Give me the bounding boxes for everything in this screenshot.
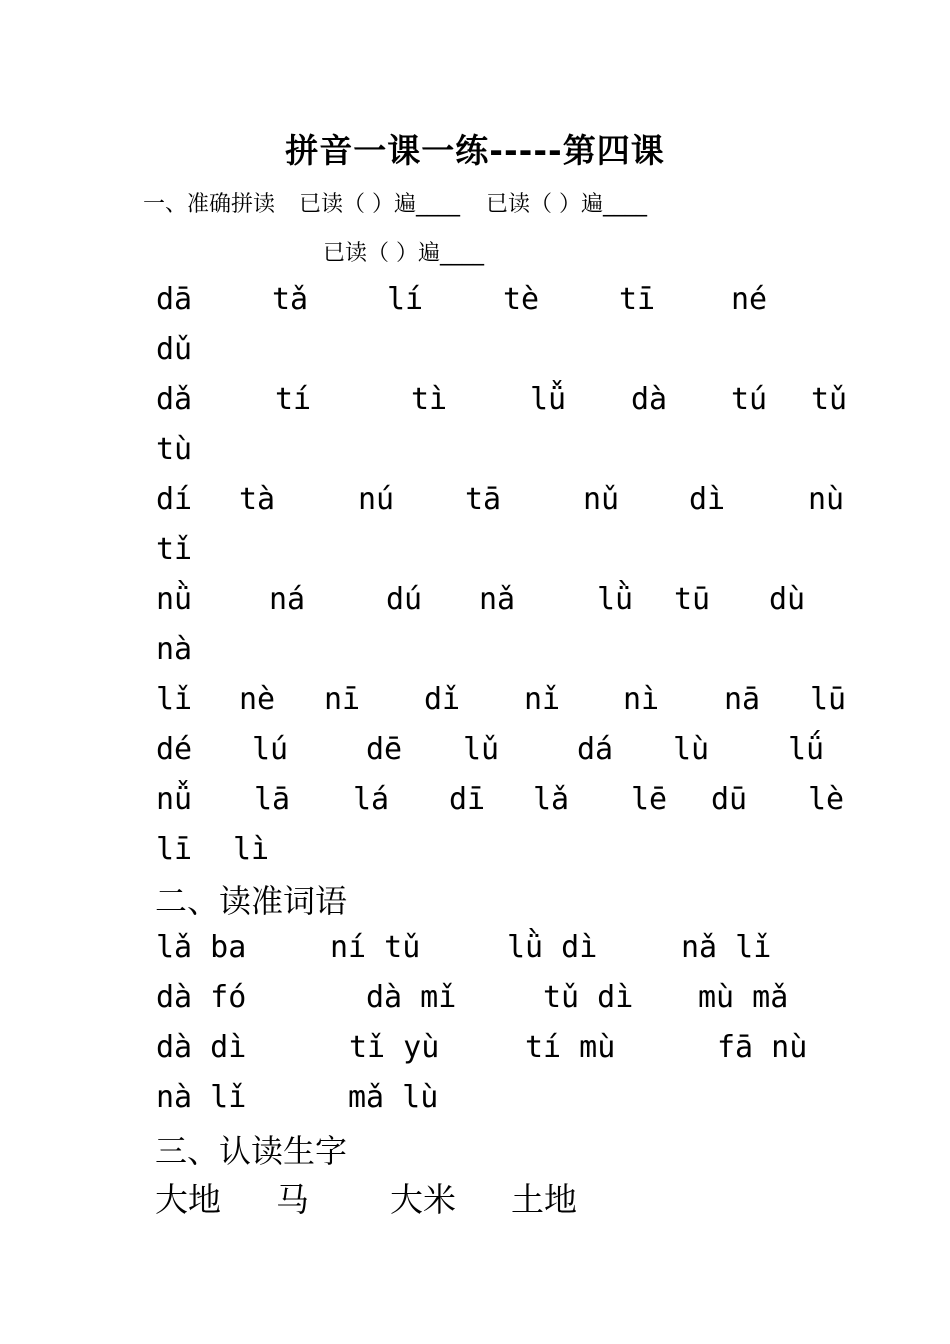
pinyin-syllable: dà <box>631 382 668 417</box>
pinyin-syllable: dí <box>156 482 193 517</box>
pinyin-syllable: tì <box>411 382 448 417</box>
pinyin-word: lǜ dì <box>507 930 598 965</box>
pinyin-row <box>0 580 950 620</box>
pinyin-syllable: nǐ <box>524 682 561 717</box>
pinyin-syllable: lǜ <box>597 582 634 617</box>
pinyin-syllable: dé <box>156 732 193 767</box>
pinyin-row <box>0 480 950 520</box>
pinyin-syllable: lā <box>254 782 291 817</box>
pinyin-word: mù mǎ <box>698 980 789 1015</box>
pinyin-syllable: lǐ <box>156 682 193 717</box>
read-count-1: 已读（ ）遍____ <box>299 192 461 217</box>
pinyin-syllable: lí <box>387 282 424 317</box>
pinyin-word: ní tǔ <box>330 930 421 965</box>
pinyin-syllable: tū <box>674 582 711 617</box>
pinyin-syllable: nǜ <box>156 582 193 617</box>
pinyin-word: dà dì <box>156 1030 247 1065</box>
pinyin-syllable: nì <box>623 682 660 717</box>
pinyin-word: dà mǐ <box>366 980 457 1015</box>
pinyin-word: nà lǐ <box>156 1080 247 1115</box>
word-row <box>0 978 950 1018</box>
pinyin-syllable: nǔ <box>583 482 620 517</box>
pinyin-syllable: tǐ <box>156 532 193 567</box>
pinyin-row <box>0 380 950 420</box>
pinyin-syllable: dū <box>711 782 748 817</box>
pinyin-syllable: nè <box>239 682 276 717</box>
read-count-2: 已读（ ）遍____ <box>486 192 648 217</box>
pinyin-syllable: lī <box>156 832 193 867</box>
pinyin-syllable: nà <box>156 632 193 667</box>
pinyin-row <box>0 730 950 770</box>
pinyin-row <box>0 430 950 470</box>
pinyin-word: fā nù <box>717 1030 808 1065</box>
pinyin-syllable: dì <box>689 482 726 517</box>
pinyin-row <box>0 830 950 870</box>
pinyin-syllable: lá <box>353 782 390 817</box>
word-row <box>0 1028 950 1068</box>
section1-instruction-line-2 <box>323 236 484 267</box>
pinyin-syllable: nǚ <box>156 782 193 817</box>
pinyin-syllable: lǔ <box>463 732 500 767</box>
word-row <box>0 928 950 968</box>
page-title: 拼音一课一练-----第四课 <box>285 131 665 170</box>
pinyin-syllable: tī <box>619 282 656 317</box>
pinyin-syllable: tí <box>275 382 312 417</box>
pinyin-syllable: tā <box>465 482 502 517</box>
pinyin-syllable: tè <box>503 282 540 317</box>
pinyin-word: tǔ dì <box>543 980 634 1015</box>
pinyin-syllable: nú <box>358 482 395 517</box>
pinyin-syllable: lǘ <box>788 732 825 767</box>
pinyin-syllable: nā <box>724 682 761 717</box>
pinyin-syllable: tà <box>239 482 276 517</box>
pinyin-syllable: dǔ <box>156 332 193 367</box>
pinyin-syllable: dī <box>449 782 486 817</box>
hanzi-word: 大米 <box>390 1180 456 1219</box>
read-count-3: 已读（ ）遍____ <box>323 241 484 266</box>
hanzi-word: 马 <box>276 1180 309 1219</box>
pinyin-row <box>0 330 950 370</box>
pinyin-syllable: né <box>731 282 768 317</box>
pinyin-syllable: nī <box>324 682 361 717</box>
pinyin-syllable: nǎ <box>479 582 516 617</box>
pinyin-word: nǎ lǐ <box>681 930 772 965</box>
pinyin-syllable: tǎ <box>272 282 309 317</box>
pinyin-syllable: dá <box>577 732 614 767</box>
section1-heading: 一、准确拼读 <box>143 192 276 217</box>
pinyin-syllable: dǎ <box>156 382 193 417</box>
pinyin-syllable: lē <box>631 782 668 817</box>
pinyin-syllable: lè <box>808 782 845 817</box>
pinyin-syllable: lú <box>252 732 289 767</box>
pinyin-syllable: lì <box>233 832 270 867</box>
pinyin-syllable: lǎ <box>533 782 570 817</box>
hanzi-word: 土地 <box>511 1180 577 1219</box>
pinyin-row <box>0 680 950 720</box>
pinyin-syllable: nù <box>808 482 845 517</box>
pinyin-syllable: lù <box>673 732 710 767</box>
pinyin-syllable: tù <box>156 432 193 467</box>
pinyin-word: tǐ yù <box>349 1030 440 1065</box>
pinyin-syllable: tǔ <box>811 382 848 417</box>
pinyin-syllable: dǐ <box>424 682 461 717</box>
pinyin-syllable: dē <box>366 732 403 767</box>
hanzi-word: 大地 <box>155 1180 221 1219</box>
pinyin-syllable: ná <box>269 582 306 617</box>
section2-heading: 二、读准词语 <box>155 882 348 920</box>
pinyin-syllable: dú <box>386 582 423 617</box>
section1-instruction-line <box>143 187 647 218</box>
word-row <box>0 1078 950 1118</box>
pinyin-word: mǎ lù <box>348 1080 439 1115</box>
section3-heading: 三、认读生字 <box>155 1132 348 1170</box>
pinyin-word: dà fó <box>156 980 247 1015</box>
pinyin-syllable: dù <box>769 582 806 617</box>
pinyin-row <box>0 280 950 320</box>
pinyin-syllable: tú <box>731 382 768 417</box>
pinyin-syllable: lū <box>810 682 847 717</box>
pinyin-row <box>0 780 950 820</box>
pinyin-syllable: dā <box>156 282 193 317</box>
pinyin-word: tí mù <box>525 1030 616 1065</box>
pinyin-syllable: lǚ <box>530 382 567 417</box>
pinyin-row <box>0 630 950 670</box>
pinyin-row <box>0 530 950 570</box>
pinyin-word: lǎ ba <box>156 930 247 965</box>
